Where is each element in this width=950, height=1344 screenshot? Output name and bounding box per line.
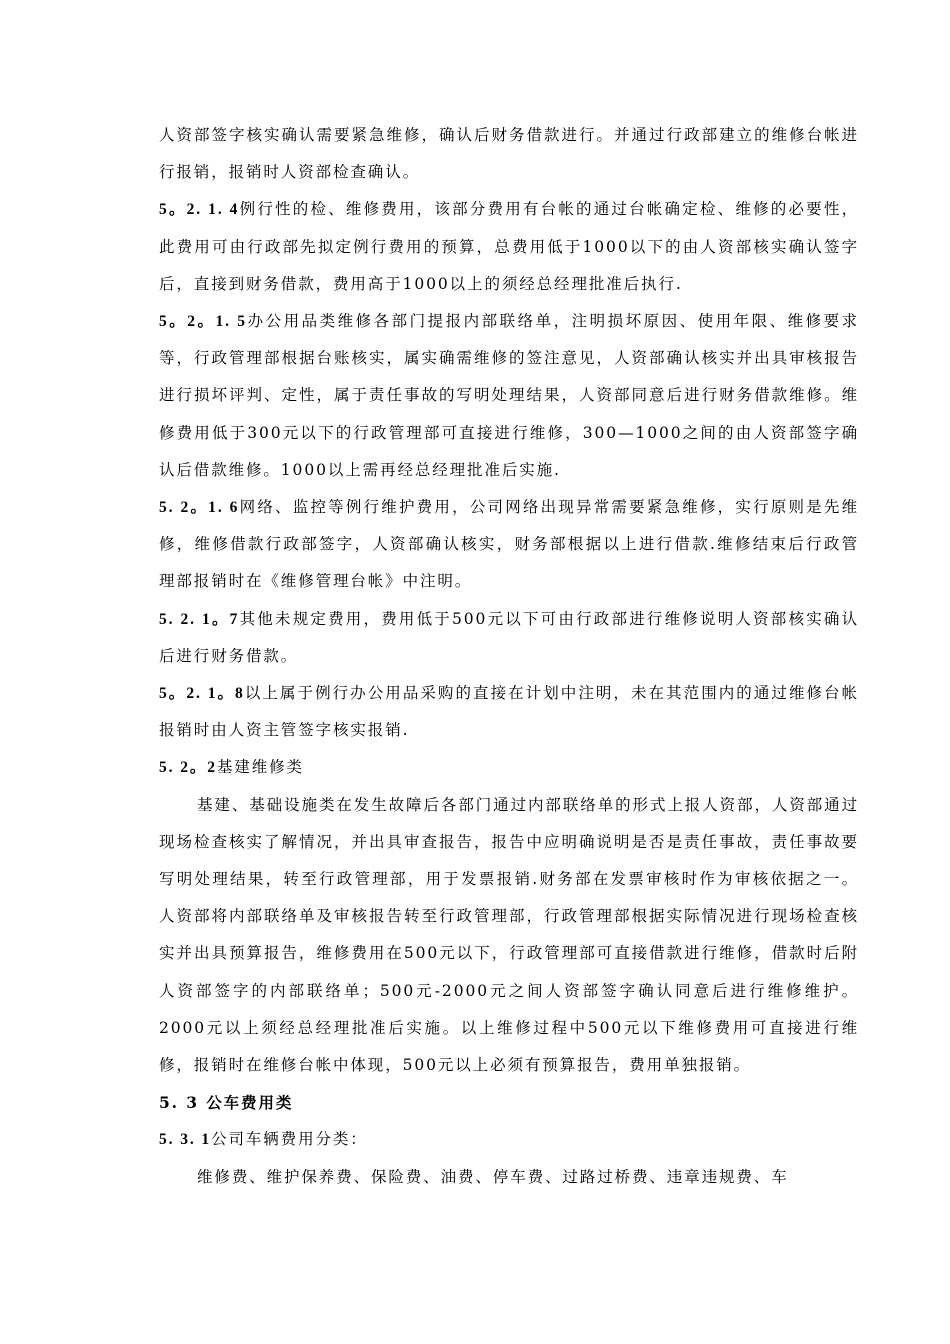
paragraph-text: 以上属于例行办公用品采购的直接在计划中注明，未在其范围内的通过维修台帐报销时由人资主管签字核实报销. xyxy=(159,684,859,740)
section-number: 5. 2. 1。7 xyxy=(159,610,240,628)
section-number: 5。2。1. 5 xyxy=(159,313,247,331)
subsection-title: 公司车辆费用分类： xyxy=(211,1130,368,1149)
paragraph-5-2-1-8 xyxy=(159,675,859,749)
section-number: 5. 2。1. 6 xyxy=(159,499,240,517)
paragraph-text: 维修费、维护保养费、保险费、油费、停车费、过路过桥费、违章违规费、车 xyxy=(197,1167,789,1186)
section-number: 5. 2。2 xyxy=(159,759,217,777)
subsection-heading-5-3-1 xyxy=(159,1121,859,1158)
paragraph-continuation xyxy=(159,117,859,191)
paragraph-5-2-1-6 xyxy=(159,489,859,601)
paragraph-text: 基建、基础设施类在发生故障后各部门通过内部联络单的形式上报人资部，人资部通过现场检查核实了解情况，并出具审查报告，报告中应明确说明是否是责任事故，责任事故要写明处理结果，转至行政管理部，用于发票报销.财务部在发票审核时作为审核依据之一。人资部将内部联络单及审核报告转至行政管理部，行政管理部根据实际情况进行现场检查核实并出具预算报告，维修费用在500元以下，行政管理部可直接借款进行维修，借款时后附人资部签字的内部联络单；500元-2000元之间人资部签字确认同意后进行维修维护。2000元以上须经总经理批准后实施。以上维修过程中500元以下维修费用可直接进行维修，报销时在维修台帐中体现，500元以上必须有预算报告，费用单独报销。 xyxy=(159,795,859,1075)
section-number: 5。2. 1. 4 xyxy=(159,201,240,219)
document-page xyxy=(159,117,859,1196)
section-number: 5。2. 1。8 xyxy=(159,685,245,703)
paragraph-5-2-2-body xyxy=(159,787,859,1085)
paragraph-text: 网络、监控等例行维护费用，公司网络出现异常需要紧急维修，实行原则是先维修，维修借款行政部签字，人资部确认核实，财务部根据以上进行借款.维修结束后行政管理部报销时在《维修管理台帐》中注明。 xyxy=(159,498,859,591)
paragraph-5-2-1-4 xyxy=(159,191,859,303)
section-number: 5. 3. 1 xyxy=(159,1131,212,1149)
subsection-heading-5-2-2 xyxy=(159,749,859,786)
paragraph-text: 办公用品类维修各部门提报内部联络单，注明损坏原因、使用年限、维修要求等，行政管理部根据台账核实，属实确需维修的签注意见，人资部确认核实并出具审核报告进行损坏评判、定性，属于责任事故的写明处理结果，人资部同意后进行财务借款维修。维修费用低于300元以下的行政管理部可直接进行维修，300—1000之间的由人资部签字确认后借款维修。1000以上需再经总经理批准后实施. xyxy=(159,312,860,479)
section-title: 5. 3 公车费用类 xyxy=(159,1093,294,1113)
paragraph-text: 人资部签字核实确认需要紧急维修，确认后财务借款进行。并通过行政部建立的维修台帐进行报销，报销时人资部检查确认。 xyxy=(159,126,859,182)
section-heading-5-3 xyxy=(159,1084,859,1121)
paragraph-text: 其他未规定费用，费用低于500元以下可由行政部进行维修说明人资部核实确认后进行财务借款。 xyxy=(159,609,859,665)
paragraph-5-2-1-7 xyxy=(159,601,859,675)
paragraph-5-3-1-body xyxy=(159,1159,859,1196)
subsection-title: 基建维修类 xyxy=(216,758,304,777)
paragraph-5-2-1-5 xyxy=(159,303,859,489)
paragraph-text: 例行性的检、维修费用，该部分费用有台帐的通过台帐确定检、维修的必要性，此费用可由行政部先拟定例行费用的预算，总费用低于1000以下的由人资部核实确认签字后，直接到财务借款，费用高于1000以上的须经总经理批准后执行. xyxy=(159,200,859,293)
